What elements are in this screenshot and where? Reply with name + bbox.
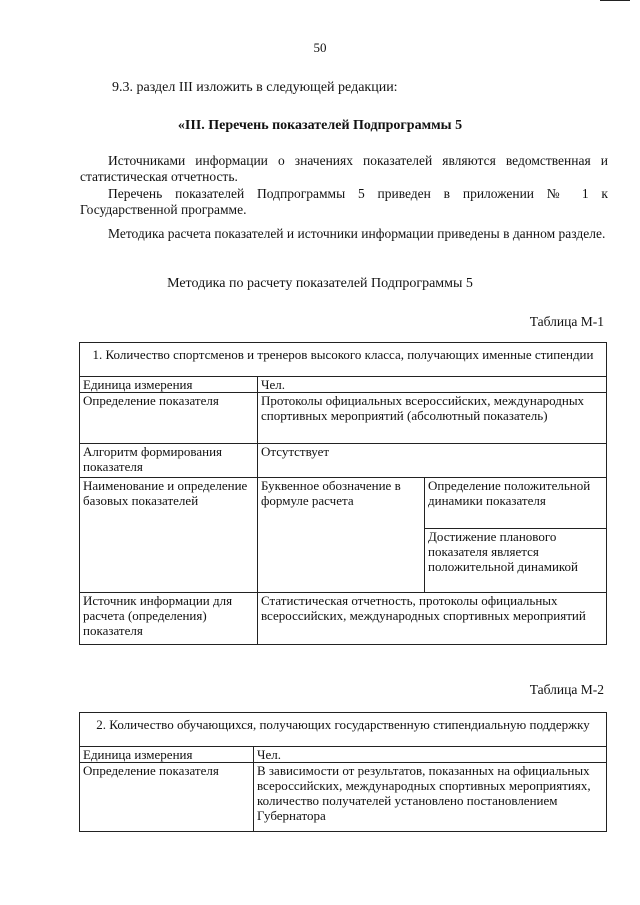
definition-label: Определение показателя [80, 763, 254, 832]
paragraph-sources: Источниками информации о значениях показателей являются ведомственная и статистическая отчетность. [80, 153, 608, 184]
table-row [80, 377, 607, 393]
table-label-m1: Таблица М-1 [529, 314, 604, 329]
table-header-cell: 1. Количество спортсменов и тренеров высокого класса, получающих именные стипендии [80, 343, 607, 377]
table-row [80, 763, 607, 832]
paragraph-method: Методика расчета показателей и источники информации приведены в данном разделе. [108, 226, 606, 241]
paragraph-list: Перечень показателей Подпрограммы 5 приведен в приложении № 1 к Государственной программе. [80, 186, 608, 217]
table-row [80, 593, 607, 645]
amendment-item: 9.3. раздел III изложить в следующей редакции: [112, 80, 398, 95]
definition-value: Протоколы официальных всероссийских, международных спортивных мероприятий (абсолютный показатель) [258, 393, 607, 444]
unit-label: Единица измерения [80, 747, 254, 763]
base-definition-plan: Достижение планового показателя является положительной динамикой [425, 529, 607, 593]
table-row [80, 343, 607, 377]
table-row [80, 393, 607, 444]
algorithm-value: Отсутствует [258, 444, 607, 478]
base-letter-designation: Буквенное обозначение в формуле расчета [258, 478, 425, 593]
definition-label: Определение показателя [80, 393, 258, 444]
base-definition-dynamics: Определение положительной динамики показателя [425, 478, 607, 529]
method-title: Методика по расчету показателей Подпрограммы 5 [167, 276, 473, 291]
table-header-cell: 2. Количество обучающихся, получающих государственную стипендиальную поддержку [80, 713, 607, 747]
unit-value: Чел. [254, 747, 607, 763]
algorithm-label: Алгоритм формирования показателя [80, 444, 258, 478]
page-number: 50 [313, 40, 327, 55]
source-label: Источник информации для расчета (определения) показателя [80, 593, 258, 645]
table-row [80, 747, 607, 763]
table-label-m2: Таблица М-2 [529, 682, 604, 697]
base-indicators-label: Наименование и определение базовых показателей [80, 478, 258, 593]
definition-value: В зависимости от результатов, показанных на официальных всероссийских, международных спортивных мероприятиях, количество получателей установлено постановлением Губернатора [254, 763, 607, 832]
corner-mark [600, 0, 630, 1]
table-row [80, 713, 607, 747]
table-row [80, 478, 607, 529]
indicator-table-m2 [79, 712, 607, 832]
table-row [80, 444, 607, 478]
source-value: Статистическая отчетность, протоколы официальных всероссийских, международных спортивных мероприятий [258, 593, 607, 645]
unit-label: Единица измерения [80, 377, 258, 393]
unit-value: Чел. [258, 377, 607, 393]
indicator-table-m1 [79, 342, 607, 645]
section-title: «III. Перечень показателей Подпрограммы 5 [177, 118, 463, 133]
